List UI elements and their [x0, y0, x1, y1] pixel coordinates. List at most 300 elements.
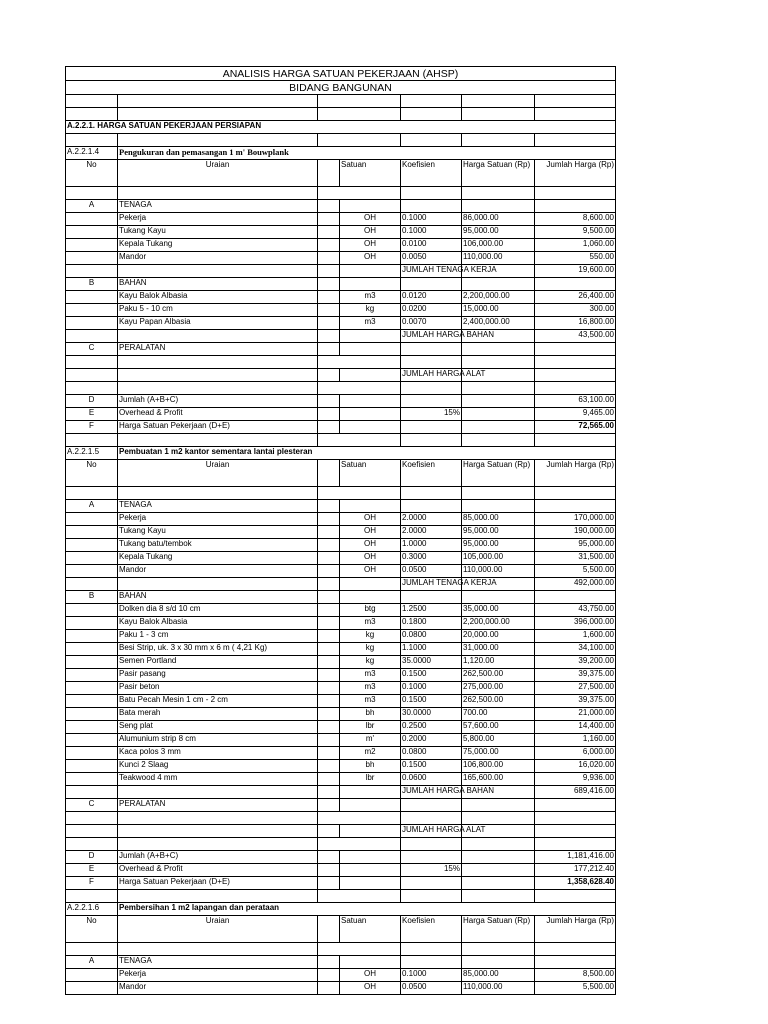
empty-cell	[66, 382, 118, 395]
koefisien-cell: JUMLAH HARGA BAHAN	[401, 786, 462, 799]
uraian-cell: Mandor	[118, 982, 318, 995]
table-row	[66, 721, 616, 734]
header-koefisien: Koefisien	[401, 160, 462, 187]
header-satuan: Satuan	[340, 160, 401, 187]
harga-satuan-cell: 95,000.00	[462, 539, 535, 552]
table-row	[66, 630, 616, 643]
empty-cell	[118, 487, 318, 500]
spacer-cell	[318, 304, 340, 317]
harga-satuan-cell: 2,400,000.00	[462, 317, 535, 330]
title-row	[66, 67, 616, 81]
harga-satuan-cell: 700.00	[462, 708, 535, 721]
empty-cell	[462, 890, 535, 903]
spacer-cell	[318, 630, 340, 643]
summary-row	[66, 877, 616, 890]
koefisien-cell: 0.0600	[401, 773, 462, 786]
satuan-cell	[340, 278, 401, 291]
spacer-cell	[318, 799, 340, 812]
subtotal-row	[66, 786, 616, 799]
harga-satuan-cell	[462, 343, 535, 356]
no-cell: D	[66, 395, 118, 408]
empty-cell	[118, 838, 318, 851]
satuan-cell	[340, 330, 401, 343]
jumlah-harga-cell: 39,375.00	[535, 695, 616, 708]
empty-cell	[318, 108, 401, 121]
no-cell	[66, 682, 118, 695]
koefisien-cell	[401, 200, 462, 213]
empty-cell	[462, 95, 535, 108]
table-row	[66, 982, 616, 995]
spacer-cell	[318, 617, 340, 630]
empty-cell	[318, 434, 401, 447]
header-no: No	[66, 916, 118, 943]
blank-row	[66, 838, 616, 851]
empty-cell	[535, 890, 616, 903]
no-cell: B	[66, 591, 118, 604]
satuan-cell: m3	[340, 669, 401, 682]
table-row	[66, 291, 616, 304]
koefisien-cell: 0.0500	[401, 982, 462, 995]
koefisien-cell: 0.1500	[401, 669, 462, 682]
no-cell	[66, 317, 118, 330]
koefisien-cell: 0.2500	[401, 721, 462, 734]
jumlah-harga-cell: 14,400.00	[535, 721, 616, 734]
header-no: No	[66, 460, 118, 487]
table-row	[66, 565, 616, 578]
no-cell	[66, 604, 118, 617]
satuan-cell	[340, 500, 401, 513]
table-row	[66, 252, 616, 265]
empty-cell	[118, 382, 318, 395]
koefisien-cell: 2.0000	[401, 513, 462, 526]
spacer-cell	[318, 591, 340, 604]
no-cell	[66, 669, 118, 682]
harga-satuan-cell	[462, 591, 535, 604]
empty-cell	[318, 838, 401, 851]
uraian-cell: Kayu Papan Albasia	[118, 317, 318, 330]
koefisien-cell: JUMLAH HARGA ALAT	[401, 825, 462, 838]
harga-satuan-cell: 106,800.00	[462, 760, 535, 773]
koefisien-cell: 0.3000	[401, 552, 462, 565]
spacer-cell	[318, 786, 340, 799]
block-title-row	[66, 147, 616, 160]
empty-cell	[401, 434, 462, 447]
harga-satuan-cell: 15,000.00	[462, 304, 535, 317]
spacer-cell	[318, 643, 340, 656]
satuan-cell: m3	[340, 317, 401, 330]
group-label-row	[66, 591, 616, 604]
no-cell	[66, 786, 118, 799]
harga-satuan-cell: 275,000.00	[462, 682, 535, 695]
satuan-cell	[340, 864, 401, 877]
group-label-row	[66, 799, 616, 812]
spacer-cell	[318, 565, 340, 578]
header-satuan: Satuan	[340, 460, 401, 487]
empty-cell	[66, 187, 118, 200]
no-cell: C	[66, 799, 118, 812]
no-cell	[66, 643, 118, 656]
satuan-cell	[340, 786, 401, 799]
jumlah-harga-cell: 1,060.00	[535, 239, 616, 252]
empty-cell	[66, 434, 118, 447]
harga-satuan-cell: 85,000.00	[462, 513, 535, 526]
uraian-cell	[118, 786, 318, 799]
empty-cell	[535, 943, 616, 956]
blank-row	[66, 487, 616, 500]
uraian-cell	[118, 330, 318, 343]
harga-satuan-cell: 262,500.00	[462, 695, 535, 708]
satuan-cell	[340, 578, 401, 591]
satuan-cell: lbr	[340, 721, 401, 734]
no-cell: D	[66, 851, 118, 864]
title-row	[66, 81, 616, 95]
satuan-cell: OH	[340, 252, 401, 265]
jumlah-harga-cell: 396,000.00	[535, 617, 616, 630]
no-cell	[66, 630, 118, 643]
uraian-cell: Pekerja	[118, 969, 318, 982]
uraian-cell: Tukang Kayu	[118, 226, 318, 239]
koefisien-cell: 0.0120	[401, 291, 462, 304]
empty-cell	[462, 838, 535, 851]
uraian-cell: Teakwood 4 mm	[118, 773, 318, 786]
uraian-cell: Pasir beton	[118, 682, 318, 695]
koefisien-cell	[401, 278, 462, 291]
no-cell: B	[66, 278, 118, 291]
uraian-cell: TENAGA	[118, 500, 318, 513]
header-uraian: Uraian	[118, 916, 318, 943]
satuan-cell: OH	[340, 213, 401, 226]
jumlah-harga-cell	[535, 825, 616, 838]
spacer-cell	[318, 604, 340, 617]
harga-satuan-cell	[462, 956, 535, 969]
jumlah-harga-cell	[535, 591, 616, 604]
blank-row	[66, 890, 616, 903]
satuan-cell	[340, 408, 401, 421]
header-koefisien: Koefisien	[401, 460, 462, 487]
no-cell	[66, 825, 118, 838]
koefisien-cell: 0.0070	[401, 317, 462, 330]
uraian-cell: Semen Portland	[118, 656, 318, 669]
subtotal-row	[66, 825, 616, 838]
table-row	[66, 643, 616, 656]
block-title: Pengukuran dan pemasangan 1 m' Bouwplank	[118, 147, 616, 160]
koefisien-cell: 0.1500	[401, 695, 462, 708]
header-uraian: Uraian	[118, 160, 318, 187]
no-cell	[66, 982, 118, 995]
group-label-row	[66, 278, 616, 291]
table-row	[66, 695, 616, 708]
satuan-cell	[340, 343, 401, 356]
jumlah-harga-cell	[535, 799, 616, 812]
koefisien-cell	[401, 591, 462, 604]
table-row	[66, 617, 616, 630]
uraian-cell: Overhead & Profit	[118, 408, 318, 421]
section-title-row	[66, 121, 616, 134]
empty-cell	[535, 838, 616, 851]
empty-cell	[118, 812, 318, 825]
harga-satuan-cell	[462, 421, 535, 434]
spacer-cell	[318, 160, 340, 187]
satuan-cell	[340, 421, 401, 434]
jumlah-harga-cell: 8,500.00	[535, 969, 616, 982]
satuan-cell	[340, 956, 401, 969]
empty-cell	[535, 95, 616, 108]
blank-row	[66, 187, 616, 200]
satuan-cell: m3	[340, 617, 401, 630]
blank-row	[66, 108, 616, 121]
jumlah-harga-cell: 95,000.00	[535, 539, 616, 552]
table-row	[66, 304, 616, 317]
harga-satuan-cell	[462, 799, 535, 812]
empty-cell	[401, 382, 462, 395]
jumlah-harga-cell: 39,375.00	[535, 669, 616, 682]
no-cell	[66, 578, 118, 591]
spacer-cell	[318, 773, 340, 786]
koefisien-cell: JUMLAH TENAGA KERJA	[401, 265, 462, 278]
spacer-cell	[318, 747, 340, 760]
header-harga-satuan: Harga Satuan (Rp)	[462, 916, 535, 943]
harga-satuan-cell: 35,000.00	[462, 604, 535, 617]
subtotal-row	[66, 330, 616, 343]
table-row	[66, 669, 616, 682]
empty-cell	[66, 890, 118, 903]
empty-cell	[462, 812, 535, 825]
jumlah-harga-cell: 19,600.00	[535, 265, 616, 278]
harga-satuan-cell: 31,000.00	[462, 643, 535, 656]
header-satuan: Satuan	[340, 916, 401, 943]
harga-satuan-cell: 110,000.00	[462, 252, 535, 265]
empty-cell	[462, 943, 535, 956]
koefisien-cell: 0.1000	[401, 682, 462, 695]
no-cell	[66, 565, 118, 578]
block-title: Pembersihan 1 m2 lapangan dan perataan	[118, 903, 616, 916]
empty-cell	[118, 434, 318, 447]
header-harga-satuan: Harga Satuan (Rp)	[462, 160, 535, 187]
uraian-cell: BAHAN	[118, 278, 318, 291]
satuan-cell	[340, 265, 401, 278]
uraian-cell: Kayu Balok Albasia	[118, 617, 318, 630]
spacer-cell	[318, 330, 340, 343]
koefisien-cell: 0.0100	[401, 239, 462, 252]
uraian-cell: Kaca polos 3 mm	[118, 747, 318, 760]
subtotal-row	[66, 265, 616, 278]
harga-satuan-cell: 1,120.00	[462, 656, 535, 669]
uraian-cell: Overhead & Profit	[118, 864, 318, 877]
empty-cell	[401, 890, 462, 903]
header-koefisien: Koefisien	[401, 916, 462, 943]
satuan-cell	[340, 395, 401, 408]
no-cell	[66, 656, 118, 669]
empty-cell	[401, 812, 462, 825]
spacer-cell	[318, 369, 340, 382]
header-no: No	[66, 160, 118, 187]
spacer-cell	[318, 539, 340, 552]
spacer-cell	[318, 825, 340, 838]
koefisien-cell	[401, 421, 462, 434]
jumlah-harga-cell: 9,936.00	[535, 773, 616, 786]
satuan-cell: m3	[340, 695, 401, 708]
satuan-cell: m2	[340, 747, 401, 760]
satuan-cell: OH	[340, 969, 401, 982]
no-cell	[66, 708, 118, 721]
no-cell	[66, 552, 118, 565]
koefisien-cell: 0.0800	[401, 747, 462, 760]
ahsp-spreadsheet	[65, 66, 616, 995]
satuan-cell	[340, 369, 401, 382]
empty-cell	[318, 187, 401, 200]
empty-cell	[66, 356, 118, 369]
header-jumlah-harga: Jumlah Harga (Rp)	[535, 460, 616, 487]
harga-satuan-cell: 5,800.00	[462, 734, 535, 747]
empty-cell	[535, 434, 616, 447]
uraian-cell: Mandor	[118, 565, 318, 578]
koefisien-cell: 2.0000	[401, 526, 462, 539]
empty-cell	[318, 382, 401, 395]
blank-row	[66, 812, 616, 825]
koefisien-cell: 15%	[401, 864, 462, 877]
empty-cell	[462, 187, 535, 200]
no-cell	[66, 734, 118, 747]
no-cell	[66, 617, 118, 630]
no-cell	[66, 330, 118, 343]
jumlah-harga-cell	[535, 343, 616, 356]
empty-cell	[318, 812, 401, 825]
harga-satuan-cell: 165,600.00	[462, 773, 535, 786]
block-code: A.2.2.1.4	[66, 147, 118, 160]
koefisien-cell: JUMLAH TENAGA KERJA	[401, 578, 462, 591]
spacer-cell	[318, 578, 340, 591]
satuan-cell	[340, 799, 401, 812]
uraian-cell: Harga Satuan Pekerjaan (D+E)	[118, 877, 318, 890]
spacer-cell	[318, 200, 340, 213]
koefisien-cell: 0.1500	[401, 760, 462, 773]
block-title-row	[66, 903, 616, 916]
uraian-cell: Paku 1 - 3 cm	[118, 630, 318, 643]
koefisien-cell	[401, 343, 462, 356]
title-line1: ANALISIS HARGA SATUAN PEKERJAAN (AHSP)	[66, 67, 616, 81]
uraian-cell: BAHAN	[118, 591, 318, 604]
spacer-cell	[318, 669, 340, 682]
empty-cell	[462, 108, 535, 121]
empty-cell	[535, 812, 616, 825]
harga-satuan-cell	[462, 408, 535, 421]
jumlah-harga-cell: 190,000.00	[535, 526, 616, 539]
satuan-cell: OH	[340, 226, 401, 239]
satuan-cell: kg	[340, 630, 401, 643]
harga-satuan-cell: 57,600.00	[462, 721, 535, 734]
empty-cell	[318, 943, 401, 956]
empty-cell	[118, 890, 318, 903]
koefisien-cell	[401, 500, 462, 513]
spacer-cell	[318, 982, 340, 995]
jumlah-harga-cell	[535, 500, 616, 513]
satuan-cell: OH	[340, 565, 401, 578]
uraian-cell: Jumlah (A+B+C)	[118, 851, 318, 864]
jumlah-harga-cell: 5,500.00	[535, 565, 616, 578]
satuan-cell: kg	[340, 656, 401, 669]
section-title: A.2.2.1. HARGA SATUAN PEKERJAAN PERSIAPAN	[66, 121, 616, 134]
empty-cell	[118, 108, 318, 121]
block-code: A.2.2.1.5	[66, 447, 118, 460]
empty-cell	[535, 487, 616, 500]
summary-row	[66, 864, 616, 877]
satuan-cell	[340, 591, 401, 604]
spacer-cell	[318, 877, 340, 890]
satuan-cell: bh	[340, 760, 401, 773]
jumlah-harga-cell: 6,000.00	[535, 747, 616, 760]
harga-satuan-cell: 105,000.00	[462, 552, 535, 565]
no-cell	[66, 760, 118, 773]
empty-cell	[401, 356, 462, 369]
table-row	[66, 708, 616, 721]
spacer-cell	[318, 343, 340, 356]
spacer-cell	[318, 956, 340, 969]
satuan-cell	[340, 825, 401, 838]
uraian-cell: Kunci 2 Slaag	[118, 760, 318, 773]
koefisien-cell: 0.0050	[401, 252, 462, 265]
satuan-cell: kg	[340, 304, 401, 317]
title-line2: BIDANG BANGUNAN	[66, 81, 616, 95]
koefisien-cell: 0.0800	[401, 630, 462, 643]
harga-satuan-cell: 86,000.00	[462, 213, 535, 226]
no-cell: F	[66, 421, 118, 434]
satuan-cell	[340, 200, 401, 213]
empty-cell	[535, 187, 616, 200]
harga-satuan-cell	[462, 500, 535, 513]
harga-satuan-cell: 262,500.00	[462, 669, 535, 682]
harga-satuan-cell: 110,000.00	[462, 982, 535, 995]
empty-cell	[535, 108, 616, 121]
block-title: Pembuatan 1 m2 kantor sementara lantai plesteran	[118, 447, 616, 460]
jumlah-harga-cell: 1,181,416.00	[535, 851, 616, 864]
koefisien-cell	[401, 395, 462, 408]
satuan-cell: lbr	[340, 773, 401, 786]
no-cell	[66, 539, 118, 552]
empty-cell	[318, 356, 401, 369]
satuan-cell: OH	[340, 513, 401, 526]
jumlah-harga-cell	[535, 200, 616, 213]
spacer-cell	[318, 695, 340, 708]
uraian-cell: Tukang batu/tembok	[118, 539, 318, 552]
uraian-cell	[118, 578, 318, 591]
no-cell: A	[66, 200, 118, 213]
table-row	[66, 317, 616, 330]
empty-cell	[462, 356, 535, 369]
no-cell	[66, 226, 118, 239]
group-label-row	[66, 500, 616, 513]
uraian-cell: Tukang Kayu	[118, 526, 318, 539]
empty-cell	[535, 134, 616, 147]
uraian-cell: Pekerja	[118, 513, 318, 526]
uraian-cell: Kayu Balok Albasia	[118, 291, 318, 304]
no-cell	[66, 773, 118, 786]
koefisien-cell: JUMLAH HARGA BAHAN	[401, 330, 462, 343]
uraian-cell: Batu Pecah Mesin 1 cm - 2 cm	[118, 695, 318, 708]
summary-row	[66, 395, 616, 408]
blank-row	[66, 943, 616, 956]
spacer-cell	[318, 708, 340, 721]
table-row	[66, 734, 616, 747]
satuan-cell: btg	[340, 604, 401, 617]
table-row	[66, 682, 616, 695]
no-cell	[66, 695, 118, 708]
empty-cell	[118, 134, 318, 147]
uraian-cell	[118, 825, 318, 838]
empty-cell	[462, 487, 535, 500]
spacer-cell	[318, 513, 340, 526]
spacer-cell	[318, 734, 340, 747]
empty-cell	[535, 356, 616, 369]
